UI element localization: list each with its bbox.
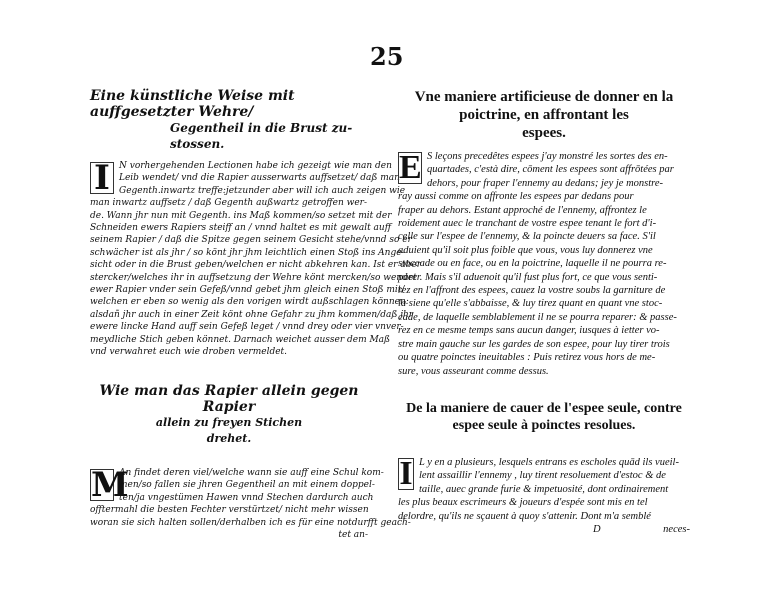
text-line: de. Wann jhr nun mit Gegenth. ins Maß kommen/so setzet mit der [90, 210, 392, 221]
text-line: ou quatre poinctes ineuitables : Puis retirez vous hors de me- [398, 352, 656, 364]
heading-line: De la maniere de cauer de l'espee seule, contre [406, 401, 682, 416]
heading-line: Wie man das Rapier allein gegen Rapier [99, 383, 359, 415]
catchword: tet an- [338, 530, 368, 541]
text-line: cade, de laquelle semblablement il ne se pourra reparer: & passe- [398, 311, 677, 323]
text-line: S leçons precedêtes espees j'ay monstré les sortes des en- [427, 151, 668, 162]
text-line: les plus beaux escrimeurs & joueurs d'espée sont mis en tel [398, 497, 648, 509]
text-line: ewere lincke Hand auff sein Gefeß leget / vnnd drey oder vier vnver- [90, 322, 404, 333]
text-line: Gegenth.inwartz treffe:jetzunder aber will ich auch zeigen wie [119, 185, 406, 196]
heading-line: espees. [522, 125, 566, 141]
text-line: la siene qu'elle s'abbaisse, & luy tirez quant en quant vne stoc- [398, 298, 663, 310]
catchword: neces- [663, 524, 690, 536]
page-number: 25 [370, 42, 404, 71]
text-line: ewer Rapier vnder sein Gefeß/vnnd gebet jhm gleich einen Stoß mit/ [90, 285, 405, 296]
text-line: offtermahl die besten Fechter verstürtzet/ nicht mehr wissen [90, 505, 369, 516]
text-line: quartades, c'està dire, cōment les espees sont affrōtées par [427, 164, 674, 176]
text-line: roidement auec le tranchant de vostre espee tenant le fort d'i- [398, 218, 657, 230]
text-line: rez en l'affront des espees, cauez la vostre soubs la garniture de [398, 285, 666, 297]
text-line: An findet deren viel/welche wann sie auff eine Schul kom- [119, 468, 384, 478]
text-line: celle sur l'espee de l'ennemy, & la poincte deuers sa face. S'il [398, 231, 656, 243]
text-line: woran sie sich halten sollen/derhalben ich es für eine notdurfft geach- [90, 517, 411, 528]
text-line: sure, vous asseurant comme dessus. [398, 365, 549, 377]
text-line: fraper au dehors. Estant approché de l'ennemy, affrontez le [398, 204, 647, 216]
drop-cap-initial: M [91, 465, 129, 505]
drop-cap-initial: I [399, 455, 413, 492]
french-column [398, 88, 690, 378]
text-line: man inwartz auffsetz / daß Gegenth außwartz getroffen wer- [90, 198, 368, 209]
text-line: taille, auec grande furie & impetuosité, dont ordinairement [419, 483, 669, 495]
heading-line: drehet. [206, 432, 252, 445]
signature-line [398, 523, 690, 536]
heading-line: poictrine, en affrontant les [459, 107, 629, 123]
french-body-2 [398, 456, 690, 536]
german-body-2 [90, 465, 411, 541]
text-line: dehors, pour fraper l'ennemy au dedans; jey je monstre- [427, 177, 664, 189]
heading-line: Eine künstliche Weise mit auffgesetzter Wehre/ [90, 88, 295, 120]
text-line: stercker/welches ihr in auffsetzung der Wehre könt mercken/so wendet [90, 272, 417, 283]
german-section-2 [90, 383, 411, 541]
text-line: Schneiden ewers Rapiers steiff an / vnnd haltet es mit gewalt auff [90, 223, 392, 234]
text-line: rez en ce mesme temps sans aucun danger, iusques à ietter vo- [398, 325, 660, 337]
text-line: schwächer ist als jhr / so könt jhr jhm leichtlich einen Stoß ins Ange- [90, 247, 405, 258]
french-section-2 [398, 400, 690, 536]
text-line: delordre, qu'ils ne sçauent à quoy s'attenir. Dont m'a semblé [398, 510, 651, 522]
french-heading-2 [398, 400, 690, 434]
french-heading-1 [398, 88, 690, 142]
text-line: stre main gauche sur les gardes de son espee, pour luy tirer trois [398, 338, 670, 350]
text-line: men/so fallen sie jhren Gegentheil an mit einem doppel- [119, 480, 375, 491]
text-line: N vorhergehenden Lectionen habe ich gezeigt wie man den [119, 161, 392, 171]
text-line: aduient qu'il soit plus foible que vous, vous luy donnerez vne [398, 244, 653, 256]
text-line: welchen er eben so wenig als den vorigen wirdt außschlagen können: [90, 297, 409, 308]
french-body-1 [398, 150, 690, 378]
german-column [90, 88, 422, 359]
text-line: parer. Mais s'il aduenoit qu'il fust plus fort, ce que vous senti- [398, 271, 658, 283]
heading-line: allein zu freyen Stichen [155, 416, 303, 429]
heading-line: espee seule à poinctes resolues. [452, 418, 636, 433]
text-line: sicht oder in die Brust geben/welchen er nicht abkehren kan. Ist er aber [90, 260, 422, 271]
text-line: seinem Rapier / daß die Spitze gegen seinem Gesicht stehe/vnnd so er [90, 235, 412, 246]
drop-cap-initial: E [399, 149, 422, 186]
text-line: meydliche Stich geben könnet. Darnach weichet ausser dem Maß [90, 334, 391, 345]
text-line: ten/ja vngestümen Hawen vnnd Stechen dardurch auch [119, 492, 374, 503]
text-line: stoccade ou en face, ou en la poictrine, laquelle il ne pourra re- [398, 258, 667, 270]
text-line: lent assaillir l'ennemy , luy tirent resoluement d'estoc & de [419, 470, 666, 482]
text-line: Leib wendet/ vnd die Rapier ausserwarts auffsetzet/ daß man [119, 173, 400, 184]
german-body-1 [90, 158, 422, 359]
text-line: vnd verwahret euch wie droben vermeldet. [90, 347, 288, 358]
german-heading-1 [90, 88, 368, 152]
german-heading-2 [90, 383, 368, 447]
text-line: L y en a plusieurs, lesquels entrans es escholes quād ils vueil- [419, 457, 679, 468]
heading-line: Vne maniere artificieuse de donner en la [414, 89, 674, 105]
heading-line: Gegentheil in die Brust zu- [170, 121, 353, 135]
drop-cap-initial: I [90, 162, 114, 194]
signature-mark: D [592, 524, 601, 536]
text-line: ray aussi comme on affronte les espees par dedans pour [398, 191, 634, 203]
heading-line: stossen. [170, 137, 225, 151]
text-line: alsdañ jhr auch in einer Zeit könt ohne Gefahr zu jhm kommen/daß jhr [90, 309, 414, 320]
